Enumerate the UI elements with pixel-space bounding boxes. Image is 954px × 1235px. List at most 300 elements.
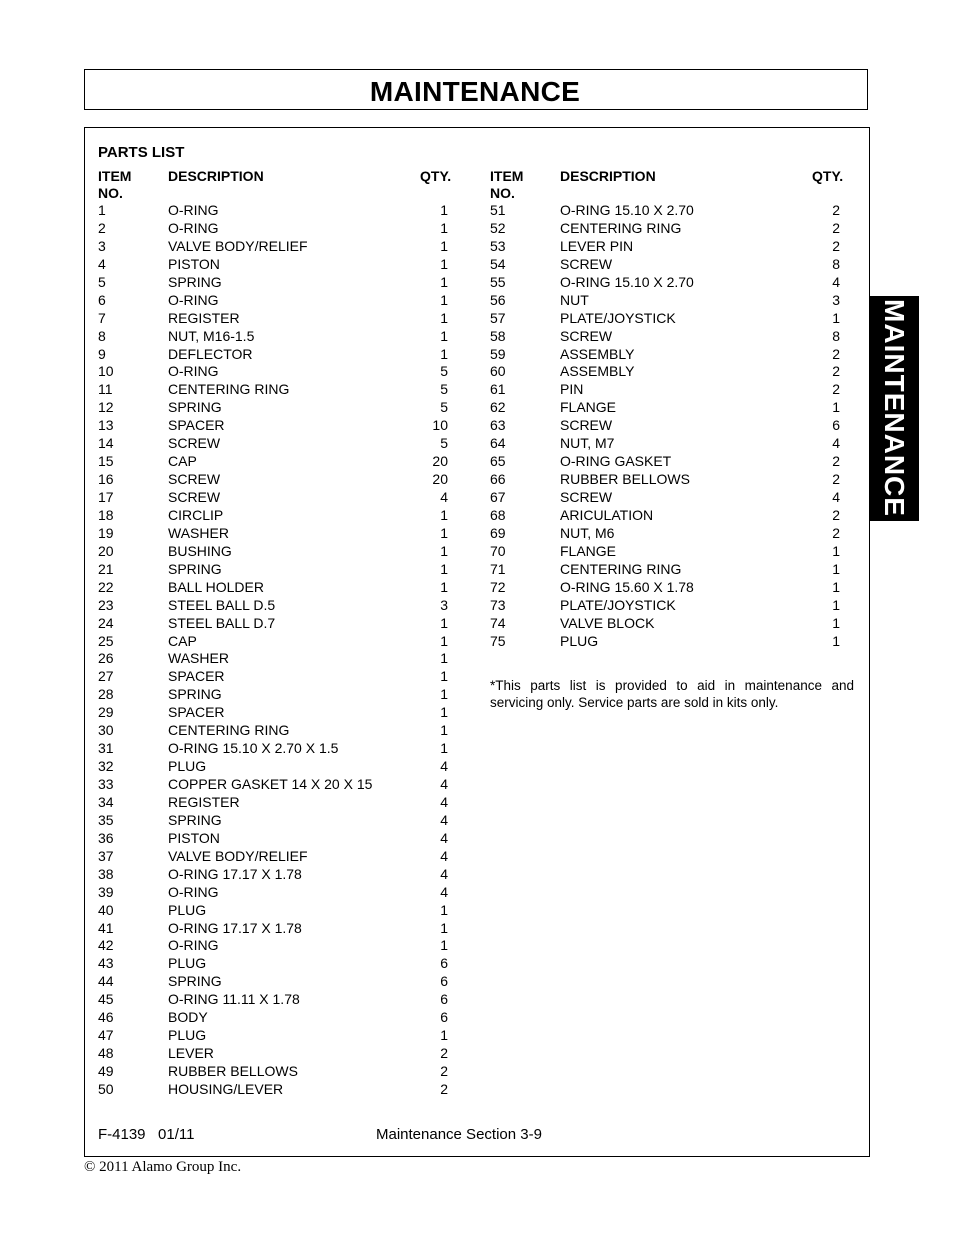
item-number: 37	[98, 847, 114, 864]
table-row	[490, 615, 842, 633]
item-number: 60	[490, 363, 506, 380]
table-row	[98, 292, 450, 310]
item-description: VALVE BLOCK	[560, 614, 655, 631]
item-description: RUBBER BELLOWS	[168, 1063, 298, 1079]
item-number: 33	[98, 776, 114, 792]
item-qty: 10	[432, 417, 448, 434]
item-description: LEVER PIN	[560, 237, 634, 254]
item-description: O-RING 15.10 X 2.70	[560, 273, 694, 290]
item-description: SPRING	[168, 399, 222, 416]
item-description: O-RING	[168, 219, 219, 236]
item-qty: 1	[440, 309, 448, 326]
item-qty: 5	[440, 363, 448, 380]
item-description: BUSHING	[168, 542, 232, 559]
table-row	[98, 579, 450, 597]
item-qty: 1	[440, 740, 448, 757]
header-box	[84, 69, 868, 110]
item-description: ASSEMBLY	[560, 345, 635, 362]
item-number: 43	[98, 955, 114, 972]
table-row	[98, 525, 450, 543]
table-row	[490, 453, 842, 471]
item-qty: 4	[440, 489, 448, 505]
item-description: PISTON	[168, 829, 220, 846]
item-description: CAP	[168, 453, 197, 470]
item-number: 41	[98, 919, 114, 936]
table-row	[490, 310, 842, 328]
item-description: SCREW	[560, 327, 613, 344]
item-qty: 2	[832, 506, 840, 523]
item-qty: 1	[440, 668, 448, 685]
copyright: © 2011 Alamo Group Inc.	[84, 1159, 242, 1175]
left-description-header: DESCRIPTION	[168, 168, 264, 184]
item-description: PLATE/JOYSTICK	[560, 596, 676, 613]
item-qty: 2	[440, 1063, 448, 1079]
item-number: 19	[98, 524, 114, 541]
item-number: 2	[98, 219, 106, 236]
item-description: BALL HOLDER	[168, 578, 264, 595]
item-qty: 6	[832, 417, 840, 434]
item-qty: 1	[440, 202, 448, 218]
item-qty: 1	[832, 309, 840, 326]
section-label: Maintenance Section 3-9	[376, 1126, 542, 1143]
item-description: PIN	[560, 381, 584, 398]
item-number: 66	[490, 471, 506, 488]
item-qty: 1	[832, 596, 840, 613]
item-number: 40	[98, 901, 114, 918]
table-row	[490, 579, 842, 597]
item-description: O-RING 17.17 X 1.78	[168, 919, 302, 936]
item-description: CENTERING RING	[560, 560, 682, 577]
item-number: 28	[98, 686, 114, 703]
item-description: NUT, M16-1.5	[168, 327, 255, 344]
item-description: FLANGE	[560, 399, 617, 416]
item-description: BODY	[168, 1009, 208, 1026]
item-number: 44	[98, 973, 114, 990]
item-description: VALVE BODY/RELIEF	[168, 237, 308, 254]
item-qty: 6	[440, 1009, 448, 1026]
item-number: 18	[98, 506, 114, 523]
item-description: REGISTER	[168, 793, 240, 810]
item-qty: 1	[440, 632, 448, 649]
item-qty: 1	[440, 237, 448, 254]
table-row	[98, 704, 450, 722]
item-description: VALVE BODY/RELIEF	[168, 847, 308, 864]
table-row	[98, 561, 450, 579]
table-row	[98, 507, 450, 525]
item-description: O-RING 15.60 X 1.78	[560, 578, 694, 595]
item-number: 45	[98, 991, 114, 1008]
item-number: 61	[490, 381, 506, 398]
item-qty: 4	[440, 883, 448, 900]
item-number: 69	[490, 524, 506, 541]
table-row	[490, 399, 842, 417]
item-qty: 1	[440, 524, 448, 541]
item-qty: 1	[440, 255, 448, 272]
item-description: SPRING	[168, 686, 222, 703]
item-number: 55	[490, 273, 506, 290]
item-qty: 4	[440, 758, 448, 775]
table-row	[98, 884, 450, 902]
item-qty: 6	[440, 973, 448, 990]
item-number: 59	[490, 345, 506, 362]
item-description: PLUG	[168, 901, 207, 918]
table-row	[98, 543, 450, 561]
item-qty: 2	[832, 202, 840, 218]
right-description-header: DESCRIPTION	[560, 168, 656, 184]
table-row	[98, 238, 450, 256]
table-row	[98, 776, 450, 794]
item-qty: 1	[440, 722, 448, 739]
table-row	[98, 1027, 450, 1045]
item-number: 27	[98, 668, 114, 685]
table-row	[98, 597, 450, 615]
table-row	[490, 507, 842, 525]
item-number: 65	[490, 453, 506, 470]
item-qty: 6	[440, 955, 448, 972]
table-row	[98, 668, 450, 686]
item-qty: 4	[440, 793, 448, 810]
item-qty: 2	[832, 363, 840, 380]
item-number: 73	[490, 596, 506, 613]
item-number: 49	[98, 1063, 114, 1079]
table-row	[98, 794, 450, 812]
item-description: SCREW	[168, 489, 221, 505]
item-description: CIRCLIP	[168, 506, 224, 523]
left-qty-header: QTY.	[420, 168, 452, 184]
item-number: 23	[98, 596, 114, 613]
item-number: 22	[98, 578, 114, 595]
item-number: 38	[98, 865, 114, 882]
item-number: 72	[490, 578, 506, 595]
item-number: 21	[98, 560, 114, 577]
item-number: 25	[98, 632, 114, 649]
item-qty: 8	[832, 255, 840, 272]
item-number: 16	[98, 471, 114, 488]
item-qty: 1	[440, 560, 448, 577]
item-description: SPRING	[168, 273, 222, 290]
table-row	[98, 328, 450, 346]
item-qty: 1	[440, 327, 448, 344]
item-qty: 1	[440, 614, 448, 631]
item-number: 9	[98, 345, 106, 362]
item-qty: 2	[832, 524, 840, 541]
table-row	[98, 435, 450, 453]
item-number: 11	[98, 381, 113, 398]
item-qty: 1	[832, 614, 840, 631]
item-qty: 1	[440, 578, 448, 595]
item-qty: 20	[432, 453, 448, 470]
item-qty: 4	[832, 489, 840, 505]
table-row	[98, 937, 450, 955]
table-row	[98, 256, 450, 274]
item-number: 54	[490, 255, 506, 272]
item-description: O-RING	[168, 363, 219, 380]
table-row	[98, 1045, 450, 1063]
item-number: 4	[98, 255, 106, 272]
document-id: F-4139 01/11	[98, 1126, 195, 1143]
table-row	[98, 812, 450, 830]
item-number: 31	[98, 740, 114, 757]
table-row	[490, 471, 842, 489]
table-row	[490, 543, 842, 561]
item-description: CENTERING RING	[168, 381, 290, 398]
item-number: 56	[490, 291, 506, 308]
item-number: 29	[98, 704, 114, 721]
item-qty: 2	[832, 381, 840, 398]
item-qty: 4	[440, 829, 448, 846]
item-description: PISTON	[168, 255, 220, 272]
item-qty: 1	[440, 542, 448, 559]
table-row	[490, 489, 842, 507]
table-row	[98, 848, 450, 866]
item-number: 75	[490, 632, 506, 649]
item-number: 67	[490, 489, 506, 505]
parts-note: *This parts list is provided to aid in maintenance and servicing only. Service parts are sold in kits only.	[490, 678, 854, 710]
item-number: 12	[98, 399, 114, 416]
item-description: SPRING	[168, 811, 222, 828]
item-number: 48	[98, 1045, 114, 1062]
item-number: 30	[98, 722, 114, 739]
item-number: 57	[490, 309, 506, 326]
item-number: 63	[490, 417, 506, 434]
item-description: CENTERING RING	[168, 722, 290, 739]
item-description: STEEL BALL D.5	[168, 596, 276, 613]
table-row	[490, 328, 842, 346]
table-row	[98, 1063, 450, 1081]
table-row	[490, 633, 842, 651]
item-qty: 4	[440, 811, 448, 828]
side-tab-label: MAINTENANCE	[879, 299, 910, 517]
item-description: PLUG	[560, 632, 599, 649]
right-qty-header: QTY.	[812, 168, 844, 184]
item-qty: 1	[832, 399, 840, 416]
item-description: PLUG	[168, 1027, 207, 1044]
item-qty: 1	[832, 632, 840, 649]
item-description: SPACER	[168, 704, 225, 721]
table-row	[490, 435, 842, 453]
table-row	[490, 346, 842, 364]
item-qty: 1	[440, 650, 448, 667]
table-row	[490, 525, 842, 543]
item-description: NUT, M6	[560, 524, 615, 541]
item-description: O-RING 15.10 X 2.70 X 1.5	[168, 740, 339, 757]
table-row	[98, 1009, 450, 1027]
table-row	[490, 274, 842, 292]
item-number: 74	[490, 614, 506, 631]
table-row	[490, 238, 842, 256]
table-row	[490, 417, 842, 435]
item-number: 1	[98, 202, 106, 218]
table-row	[98, 973, 450, 991]
item-number: 52	[490, 219, 506, 236]
item-qty: 1	[440, 704, 448, 721]
left-item-header: ITEM NO.	[98, 168, 132, 201]
item-qty: 1	[832, 578, 840, 595]
item-number: 26	[98, 650, 114, 667]
table-row	[98, 902, 450, 920]
item-qty: 1	[440, 919, 448, 936]
table-row	[98, 722, 450, 740]
item-number: 5	[98, 273, 106, 290]
item-qty: 2	[440, 1080, 448, 1097]
table-row	[98, 633, 450, 651]
item-number: 50	[98, 1080, 114, 1097]
item-qty: 5	[440, 399, 448, 416]
item-qty: 1	[440, 219, 448, 236]
item-description: WASHER	[168, 524, 229, 541]
item-number: 42	[98, 937, 114, 954]
item-number: 46	[98, 1009, 114, 1026]
table-row	[490, 597, 842, 615]
item-qty: 4	[832, 435, 840, 452]
item-number: 71	[490, 560, 506, 577]
item-qty: 1	[440, 686, 448, 703]
item-number: 13	[98, 417, 114, 434]
item-description: SPACER	[168, 668, 225, 685]
item-qty: 1	[440, 506, 448, 523]
item-description: O-RING	[168, 883, 219, 900]
item-number: 34	[98, 793, 114, 810]
table-row	[98, 830, 450, 848]
item-description: SCREW	[168, 471, 221, 488]
parts-list-left	[98, 202, 450, 1099]
item-description: O-RING	[168, 291, 219, 308]
item-number: 39	[98, 883, 114, 900]
table-row	[490, 561, 842, 579]
item-qty: 1	[440, 937, 448, 954]
item-number: 6	[98, 291, 106, 308]
table-row	[98, 955, 450, 973]
table-row	[98, 991, 450, 1009]
item-description: RUBBER BELLOWS	[560, 471, 690, 488]
item-number: 53	[490, 237, 506, 254]
item-qty: 2	[832, 219, 840, 236]
table-row	[98, 346, 450, 364]
item-qty: 4	[440, 847, 448, 864]
item-qty: 2	[440, 1045, 448, 1062]
item-description: STEEL BALL D.7	[168, 614, 276, 631]
item-number: 17	[98, 489, 114, 505]
table-row	[98, 274, 450, 292]
table-row	[98, 363, 450, 381]
item-qty: 1	[440, 345, 448, 362]
item-description: O-RING	[168, 202, 219, 218]
item-description: SPRING	[168, 560, 222, 577]
item-qty: 2	[832, 237, 840, 254]
item-number: 36	[98, 829, 114, 846]
item-number: 8	[98, 327, 106, 344]
item-qty: 1	[440, 273, 448, 290]
table-row	[98, 615, 450, 633]
table-row	[490, 363, 842, 381]
item-qty: 6	[440, 991, 448, 1008]
item-description: LEVER	[168, 1045, 214, 1062]
item-description: CAP	[168, 632, 197, 649]
item-number: 14	[98, 435, 114, 452]
table-row	[490, 292, 842, 310]
item-number: 3	[98, 237, 106, 254]
item-description: REGISTER	[168, 309, 240, 326]
item-number: 64	[490, 435, 506, 452]
item-qty: 5	[440, 381, 448, 398]
item-description: ASSEMBLY	[560, 363, 635, 380]
table-row	[490, 220, 842, 238]
item-description: SPACER	[168, 417, 225, 434]
item-qty: 2	[832, 345, 840, 362]
item-qty: 1	[832, 542, 840, 559]
table-row	[98, 758, 450, 776]
item-description: PLATE/JOYSTICK	[560, 309, 676, 326]
item-number: 10	[98, 363, 114, 380]
table-row	[98, 740, 450, 758]
table-row	[490, 256, 842, 274]
item-qty: 1	[832, 560, 840, 577]
item-description: ARICULATION	[560, 506, 654, 523]
item-qty: 1	[440, 1027, 448, 1044]
table-row	[98, 202, 450, 220]
item-description: O-RING 15.10 X 2.70	[560, 202, 694, 218]
table-row	[98, 866, 450, 884]
item-qty: 5	[440, 435, 448, 452]
table-row	[98, 1081, 450, 1099]
item-number: 32	[98, 758, 114, 775]
table-row	[98, 453, 450, 471]
item-description: CENTERING RING	[560, 219, 682, 236]
table-row	[98, 417, 450, 435]
item-qty: 3	[440, 596, 448, 613]
item-number: 70	[490, 542, 506, 559]
item-qty: 4	[832, 273, 840, 290]
table-row	[98, 399, 450, 417]
item-number: 20	[98, 542, 114, 559]
table-row	[98, 310, 450, 328]
item-description: O-RING 11.11 X 1.78	[168, 991, 300, 1008]
item-description: HOUSING/LEVER	[168, 1080, 284, 1097]
parts-list-title: PARTS LIST	[98, 144, 185, 161]
item-description: NUT	[560, 291, 589, 308]
table-row	[98, 471, 450, 489]
item-number: 24	[98, 614, 114, 631]
item-description: SCREW	[560, 489, 613, 505]
item-description: DEFLECTOR	[168, 345, 253, 362]
item-description: PLUG	[168, 758, 207, 775]
table-row	[490, 381, 842, 399]
table-row	[98, 381, 450, 399]
item-number: 68	[490, 506, 506, 523]
item-qty: 2	[832, 471, 840, 488]
item-number: 35	[98, 811, 114, 828]
item-number: 7	[98, 309, 106, 326]
table-row	[98, 489, 450, 507]
item-description: NUT, M7	[560, 435, 615, 452]
item-description: SCREW	[560, 255, 613, 272]
item-qty: 20	[432, 471, 448, 488]
item-qty: 4	[440, 776, 448, 792]
table-row	[98, 650, 450, 668]
item-description: O-RING 17.17 X 1.78	[168, 865, 302, 882]
side-tab	[869, 296, 919, 521]
item-description: SPRING	[168, 973, 222, 990]
item-number: 15	[98, 453, 114, 470]
item-qty: 4	[440, 865, 448, 882]
item-description: SCREW	[560, 417, 613, 434]
item-description: PLUG	[168, 955, 207, 972]
item-description: FLANGE	[560, 542, 617, 559]
item-description: O-RING	[168, 937, 219, 954]
item-number: 58	[490, 327, 506, 344]
table-row	[490, 202, 842, 220]
table-row	[98, 220, 450, 238]
